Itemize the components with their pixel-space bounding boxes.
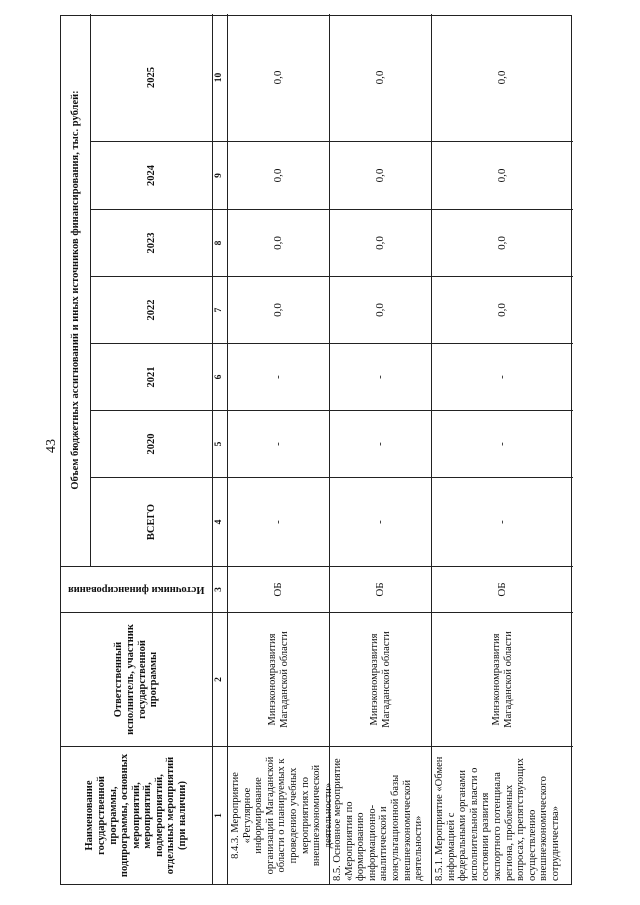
row-2-source: ОБ: [330, 566, 432, 612]
header-year-2021: 2021: [91, 343, 213, 410]
col-number-2: 2: [213, 612, 228, 746]
row-2-2021: -: [330, 343, 432, 410]
row-3-2021: -: [432, 343, 573, 410]
row-2-2025: 0,0: [330, 14, 432, 141]
row-2-2022: 0,0: [330, 276, 432, 343]
row-3-2020: -: [432, 410, 573, 477]
row-1-2022: 0,0: [228, 276, 330, 343]
row-3-2024: 0,0: [432, 141, 573, 209]
page-number: 43: [44, 439, 59, 453]
row-1-2020: -: [228, 410, 330, 477]
row-2-name: 8.5. Основное мероприятие «Мероприятия по формированию информационно-аналитической и консультационной базы внешнеэкономической деятельности»: [330, 746, 432, 884]
row-3-2023: 0,0: [432, 209, 573, 276]
row-1-2021: -: [228, 343, 330, 410]
row-1-2024: 0,0: [228, 141, 330, 209]
header-funding-group: Объем бюджетных ассигнований и иных источников финансирования, тыс. рублей:: [61, 14, 91, 566]
col-number-1: 1: [213, 746, 228, 884]
row-2-executor: Минэкономразвития Магаданской области: [330, 612, 432, 746]
row-2-2024: 0,0: [330, 141, 432, 209]
col-number-6: 6: [213, 343, 228, 410]
row-2-2023: 0,0: [330, 209, 432, 276]
row-3-2022: 0,0: [432, 276, 573, 343]
header-source: [61, 566, 213, 612]
header-source-text: Источники финансирования: [68, 584, 205, 596]
header-year-2022: 2022: [91, 276, 213, 343]
header-name: Наименование государственной программы, подпрограммы, основных мероприятий, мероприятий, подмероприятий, отдельных мероприятий (при наличии): [61, 746, 213, 884]
row-3-name: 8.5.1. Мероприятие «Обмен информацией с федеральными органами исполнительной власти о состоянии развития экспортного потенциала региона, проблемных вопросах, препятствующих осуществлению внешнеэкономического сотрудничества»: [432, 746, 573, 884]
header-year-2025: 2025: [91, 14, 213, 141]
col-number-4: 4: [213, 477, 228, 566]
row-3-executor: Минэкономразвития Магаданской области: [432, 612, 573, 746]
row-1-2025: 0,0: [228, 14, 330, 141]
row-1-source: ОБ: [228, 566, 330, 612]
funding-table: [60, 15, 572, 885]
col-number-5: 5: [213, 410, 228, 477]
row-1-total: -: [228, 477, 330, 566]
col-number-7: 7: [213, 276, 228, 343]
col-number-10: 10: [213, 14, 228, 141]
header-executor: Ответственный исполнитель, участник государственной программы: [61, 612, 213, 746]
row-1-2023: 0,0: [228, 209, 330, 276]
row-2-2020: -: [330, 410, 432, 477]
col-number-9: 9: [213, 141, 228, 209]
row-3-total: -: [432, 477, 573, 566]
row-2-total: -: [330, 477, 432, 566]
row-3-2025: 0,0: [495, 70, 508, 85]
header-year-total: ВСЕГО: [91, 477, 213, 566]
header-year-2023: 2023: [91, 209, 213, 276]
rotated-table-wrapper: [60, 15, 572, 885]
row-1-name: 8.4.3. Мероприятие «Регулярное информирование организаций Магаданской области о планируемых к проведению учебных мероприятиях по внешнеэкономической деятельности»: [228, 746, 330, 884]
header-year-2020: 2020: [91, 410, 213, 477]
row-1-executor: Минэкономразвития Магаданской области: [228, 612, 330, 746]
header-year-2024: 2024: [91, 141, 213, 209]
row-3-source: ОБ: [432, 566, 573, 612]
col-number-8: 8: [213, 209, 228, 276]
col-number-3: 3: [213, 566, 228, 612]
